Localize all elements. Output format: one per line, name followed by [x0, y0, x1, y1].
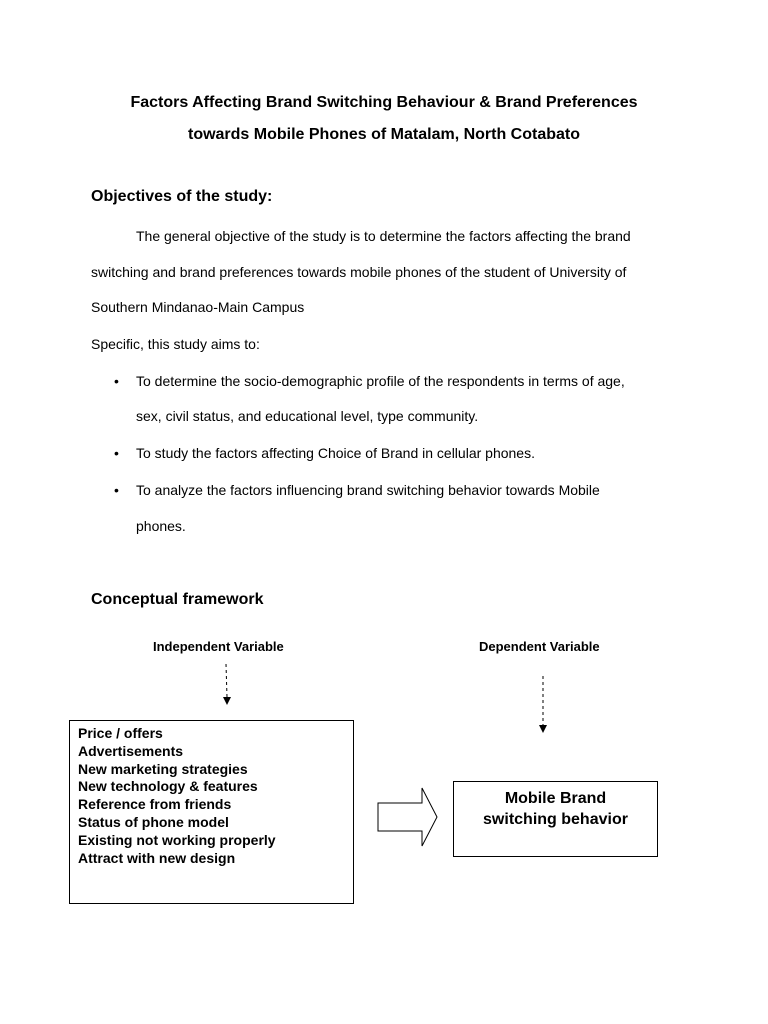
general-objective-line-2: switching and brand preferences towards mobile phones of the student of University of	[91, 264, 627, 280]
factor-item: Status of phone model	[78, 813, 229, 830]
framework-heading: Conceptual framework	[91, 591, 264, 608]
independent-variable-label: Independent Variable	[153, 639, 284, 654]
general-objective-line-3: Southern Mindanao-Main Campus	[91, 299, 305, 315]
dashed-down-arrow-icon	[223, 664, 231, 705]
bullet-1-line-1: To determine the socio-demographic profile of the respondents in terms of age,	[136, 373, 625, 389]
specific-objectives-intro: Specific, this study aims to:	[91, 336, 260, 352]
objectives-heading: Objectives of the study:	[91, 188, 273, 205]
bullet-icon: •	[114, 445, 119, 461]
dashed-down-arrow-icon	[539, 676, 547, 733]
factor-item: Reference from friends	[78, 796, 232, 813]
factor-item: Existing not working properly	[78, 831, 276, 848]
bullet-2-line-1: To study the factors affecting Choice of Brand in cellular phones.	[136, 445, 535, 461]
block-right-arrow-icon	[378, 788, 437, 846]
factor-item: New marketing strategies	[78, 760, 248, 777]
bullet-3-line-1: To analyze the factors influencing brand switching behavior towards Mobile	[136, 482, 600, 498]
bullet-icon: •	[114, 482, 119, 498]
factor-item: Advertisements	[78, 742, 184, 759]
dependent-variable-line-2: switching behavior	[483, 811, 628, 828]
general-objective-line-1: The general objective of the study is to determine the factors affecting the brand	[136, 228, 631, 244]
dependent-variable-line-1: Mobile Brand	[504, 790, 607, 807]
bullet-icon: •	[114, 373, 119, 389]
factor-item: Price / offers	[78, 725, 163, 741]
dependent-variable-box	[453, 781, 658, 857]
factor-item: Attract with new design	[78, 849, 236, 866]
dependent-variable-label: Dependent Variable	[479, 639, 600, 654]
bullet-3-line-2: phones.	[136, 518, 186, 534]
bullet-1-line-2: sex, civil status, and educational level, type community.	[136, 408, 479, 424]
independent-variables-box	[69, 720, 354, 904]
document-title-line-1: Factors Affecting Brand Switching Behaviour & Brand Preferences	[130, 94, 638, 111]
document-title-line-2: towards Mobile Phones of Matalam, North Cotabato	[187, 126, 581, 143]
factor-item: New technology & features	[78, 778, 258, 795]
